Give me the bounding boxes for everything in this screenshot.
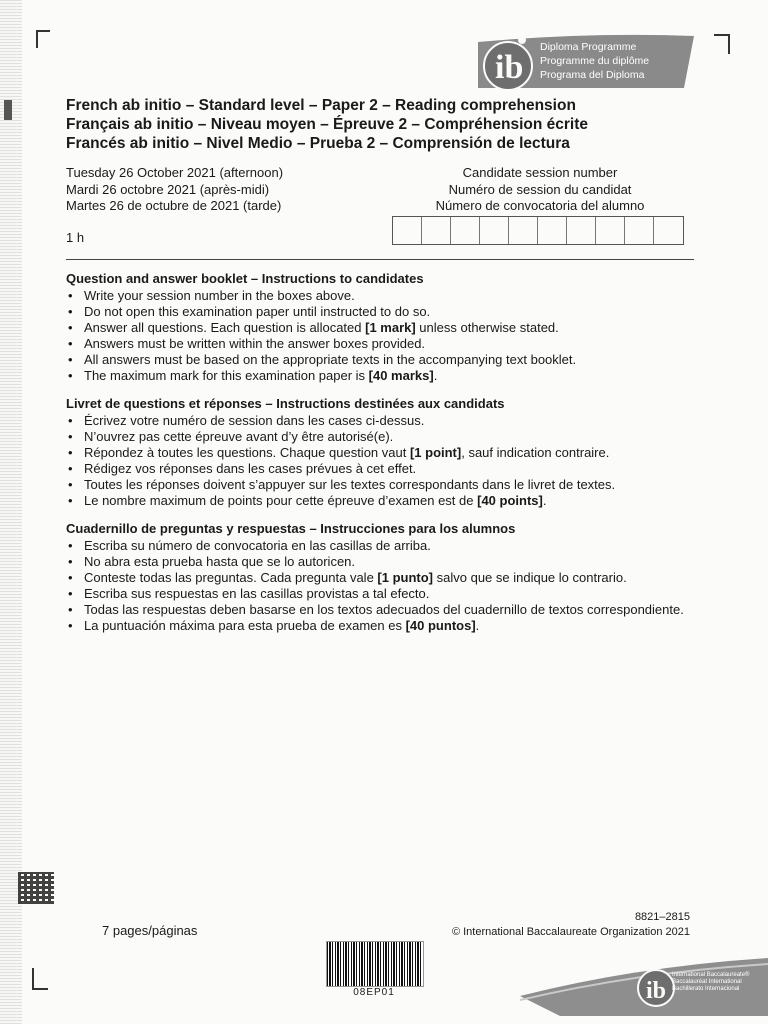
programme-name-es: Programa del Diploma — [540, 69, 645, 81]
exam-titles — [66, 96, 588, 153]
page-count: 7 pages/páginas — [102, 923, 198, 938]
svg-text:ib: ib — [646, 978, 667, 1004]
ib-footer-names — [672, 972, 749, 993]
instruction-list — [66, 538, 696, 634]
ib-logo-banner — [468, 30, 696, 90]
list-item: • Toutes les réponses doivent s’appuyer sur les textes correspondants dans le livret de textes. — [66, 477, 696, 493]
exam-title-en: French ab initio – Standard level – Paper 2 – Reading comprehension — [66, 97, 576, 114]
section-heading: Question and answer booklet – Instructions to candidates — [66, 271, 424, 286]
session-digit-box[interactable] — [538, 217, 567, 244]
session-label-es: Número de convocatoria del alumno — [435, 198, 645, 213]
programme-names — [540, 40, 649, 82]
qr-code — [18, 872, 54, 904]
session-digit-box[interactable] — [596, 217, 625, 244]
list-item: • Écrivez votre numéro de session dans les cases ci-dessus. — [66, 413, 696, 429]
session-label-en: Candidate session number — [462, 165, 618, 180]
section-heading: Cuadernillo de preguntas y respuestas – Instrucciones para los alumnos — [66, 521, 516, 536]
copyright: © International Baccalaureate Organization 2021 — [451, 926, 690, 938]
exam-title-es: Francés ab initio – Nivel Medio – Prueba 2 – Comprensión de lectura — [66, 135, 570, 152]
list-item: • La puntuación máxima para esta prueba de examen es [40 puntos]. — [66, 618, 696, 634]
ib-name-en: International Baccalaureate® — [672, 972, 750, 978]
session-digit-box[interactable] — [625, 217, 654, 244]
list-item: • Répondez à toutes les questions. Chaque question vaut [1 point], sauf indication contraire. — [66, 445, 696, 461]
barcode — [326, 941, 424, 987]
instructions-en — [66, 271, 696, 384]
svg-text:ib: ib — [495, 49, 524, 86]
ib-name-fr: Baccalauréat International — [672, 979, 742, 985]
exam-date-es: Martes 26 de octubre de 2021 (tarde) — [66, 198, 282, 213]
list-item: • No abra esta prueba hasta que se lo autoricen. — [66, 554, 696, 570]
ib-name-es: Bachillerato Internacional — [672, 986, 740, 992]
session-digit-box[interactable] — [567, 217, 596, 244]
exam-date-fr: Mardi 26 octobre 2021 (après-midi) — [66, 181, 270, 197]
session-digit-box[interactable] — [480, 217, 509, 244]
session-number-boxes — [392, 216, 684, 245]
corner-mark-bottom-left — [32, 968, 48, 990]
list-item: • Escriba sus respuestas en las casillas provistas a tal efecto. — [66, 586, 696, 602]
session-digit-box[interactable] — [509, 217, 538, 244]
exam-duration: 1 h — [66, 230, 85, 245]
session-label-fr: Numéro de session du candidat — [448, 181, 632, 197]
programme-name-fr: Programme du diplôme — [540, 55, 650, 67]
session-digit-box[interactable] — [393, 217, 422, 244]
instruction-list — [66, 413, 696, 509]
session-digit-box[interactable] — [451, 217, 480, 244]
section-heading: Livret de questions et réponses – Instructions destinées aux candidats — [66, 396, 505, 411]
list-item: • Todas las respuestas deben basarse en los textos adecuados del cuadernillo de textos correspondiente. — [66, 602, 696, 618]
list-item: • Conteste todas las preguntas. Cada pregunta vale [1 punto] salvo que se indique lo contrario. — [66, 570, 696, 586]
paper-code: 8821–2815 — [634, 911, 690, 923]
list-item: • Do not open this examination paper until instructed to do so. — [66, 304, 696, 320]
list-item: • N’ouvrez pas cette épreuve avant d’y être autorisé(e). — [66, 429, 696, 445]
instructions-fr — [66, 396, 696, 509]
exam-title-fr: Français ab initio – Niveau moyen – Épreuve 2 – Compréhension écrite — [66, 116, 589, 133]
programme-name-en: Diploma Programme — [540, 41, 637, 53]
exam-dates — [66, 165, 283, 215]
barcode-number: 08EP01 — [353, 987, 395, 998]
list-item: • Rédigez vos réponses dans les cases prévues à cet effet. — [66, 461, 696, 477]
list-item: • All answers must be based on the appropriate texts in the accompanying text booklet. — [66, 352, 696, 368]
list-item: • Escriba su número de convocatoria en las casillas de arriba. — [66, 538, 696, 554]
list-item: • Answers must be written within the answer boxes provided. — [66, 336, 696, 352]
list-item: • Answer all questions. Each question is allocated [1 mark] unless otherwise stated. — [66, 320, 696, 336]
scan-edge — [0, 0, 22, 1024]
list-item: • Write your session number in the boxes above. — [66, 288, 696, 304]
instruction-list — [66, 288, 696, 384]
session-digit-box[interactable] — [654, 217, 683, 244]
instructions-es — [66, 521, 696, 634]
corner-mark-top-right — [714, 34, 730, 54]
session-digit-box[interactable] — [422, 217, 451, 244]
list-item: • Le nombre maximum de points pour cette épreuve d’examen est de [40 points]. — [66, 493, 696, 509]
session-number-labels — [390, 165, 690, 215]
header-divider — [66, 259, 694, 260]
corner-mark-top-left — [36, 30, 50, 48]
list-item: • The maximum mark for this examination paper is [40 marks]. — [66, 368, 696, 384]
registration-mark — [4, 100, 12, 120]
exam-date-en: Tuesday 26 October 2021 (afternoon) — [66, 165, 284, 180]
